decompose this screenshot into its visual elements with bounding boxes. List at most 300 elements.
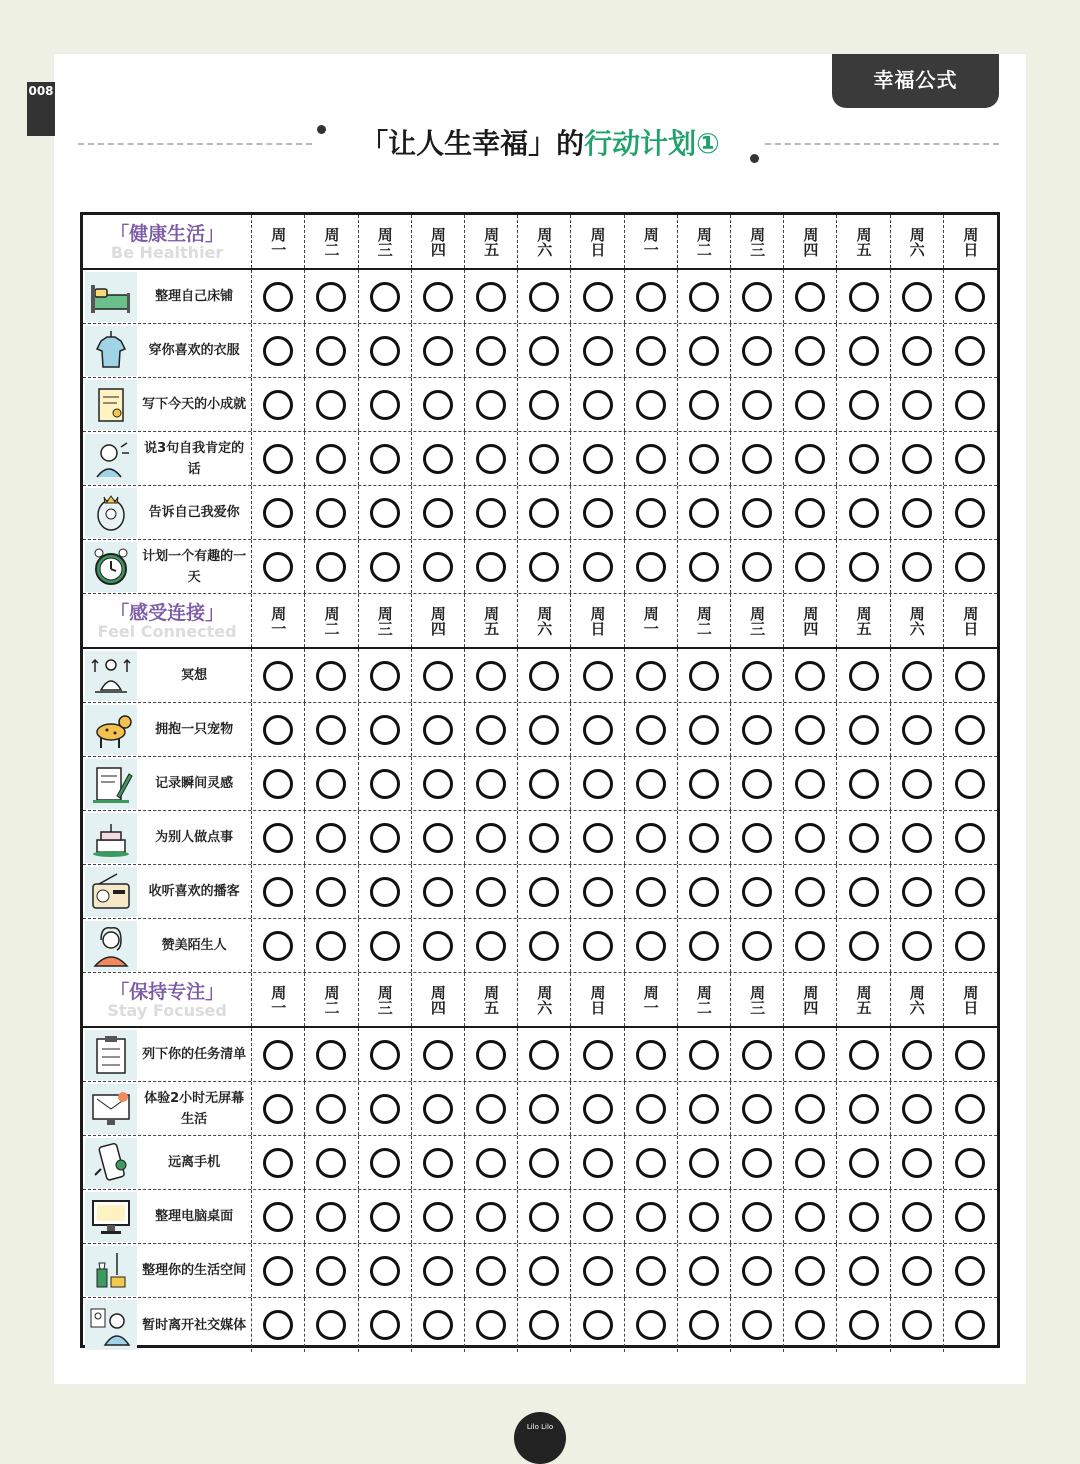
- check-circle[interactable]: [955, 498, 985, 528]
- check-circle[interactable]: [583, 552, 613, 582]
- check-circle[interactable]: [795, 1256, 825, 1286]
- check-circle[interactable]: [795, 931, 825, 961]
- check-circle[interactable]: [529, 1094, 559, 1124]
- check-circle[interactable]: [583, 390, 613, 420]
- check-circle[interactable]: [423, 931, 453, 961]
- check-circle[interactable]: [370, 1310, 400, 1340]
- check-circle[interactable]: [476, 931, 506, 961]
- checkbox-cell: [571, 865, 624, 918]
- check-circle[interactable]: [583, 1202, 613, 1232]
- check-circle[interactable]: [902, 823, 932, 853]
- check-circle[interactable]: [689, 1256, 719, 1286]
- check-circle[interactable]: [529, 1310, 559, 1340]
- check-circle[interactable]: [263, 390, 293, 420]
- task-label-cell: [83, 1028, 252, 1081]
- check-circle[interactable]: [423, 1256, 453, 1286]
- check-circle[interactable]: [476, 1202, 506, 1232]
- checkbox-cell: [625, 1298, 678, 1352]
- check-circle[interactable]: [902, 552, 932, 582]
- check-circle[interactable]: [795, 552, 825, 582]
- check-circle[interactable]: [583, 282, 613, 312]
- day-header-cell: [305, 215, 358, 268]
- check-circle[interactable]: [689, 1040, 719, 1070]
- check-circle[interactable]: [689, 1310, 719, 1340]
- check-circle[interactable]: [795, 1148, 825, 1178]
- check-circle[interactable]: [476, 1310, 506, 1340]
- check-circle[interactable]: [849, 336, 879, 366]
- check-circle[interactable]: [742, 498, 772, 528]
- check-circle[interactable]: [370, 1148, 400, 1178]
- check-circle[interactable]: [636, 1202, 666, 1232]
- check-circle[interactable]: [316, 661, 346, 691]
- day-header-cell: [837, 973, 890, 1026]
- check-circle[interactable]: [742, 931, 772, 961]
- check-circle[interactable]: [476, 390, 506, 420]
- checkbox-cell: [412, 811, 465, 864]
- check-circle[interactable]: [689, 1148, 719, 1178]
- check-circle[interactable]: [316, 823, 346, 853]
- check-circle[interactable]: [636, 336, 666, 366]
- check-circle[interactable]: [636, 931, 666, 961]
- check-circle[interactable]: [902, 498, 932, 528]
- check-circle[interactable]: [955, 661, 985, 691]
- check-circle[interactable]: [583, 498, 613, 528]
- day-label-text: 周六: [907, 605, 926, 636]
- check-circle[interactable]: [689, 661, 719, 691]
- check-circle[interactable]: [636, 769, 666, 799]
- day-header-cell: [252, 594, 305, 647]
- task-label: 赞美陌生人: [161, 938, 227, 953]
- check-circle[interactable]: [955, 1256, 985, 1286]
- check-circle[interactable]: [370, 552, 400, 582]
- check-circle[interactable]: [636, 552, 666, 582]
- checkbox-cell: [465, 919, 518, 972]
- check-circle[interactable]: [902, 1256, 932, 1286]
- check-circle[interactable]: [849, 1202, 879, 1232]
- check-circle[interactable]: [529, 1256, 559, 1286]
- check-circle[interactable]: [423, 1202, 453, 1232]
- check-circle[interactable]: [583, 1094, 613, 1124]
- check-circle[interactable]: [795, 498, 825, 528]
- check-circle[interactable]: [476, 661, 506, 691]
- check-circle[interactable]: [529, 1202, 559, 1232]
- task-label: 为别人做点事: [155, 830, 234, 845]
- check-circle[interactable]: [742, 1202, 772, 1232]
- check-circle[interactable]: [849, 769, 879, 799]
- check-circle[interactable]: [849, 444, 879, 474]
- check-circle[interactable]: [849, 1094, 879, 1124]
- check-circle[interactable]: [370, 823, 400, 853]
- check-circle[interactable]: [849, 390, 879, 420]
- check-circle[interactable]: [902, 1202, 932, 1232]
- check-circle[interactable]: [529, 1040, 559, 1070]
- day-label: [899, 606, 935, 636]
- check-circle[interactable]: [370, 661, 400, 691]
- check-circle[interactable]: [316, 1040, 346, 1070]
- checkbox-cell: [465, 1244, 518, 1297]
- check-circle[interactable]: [849, 282, 879, 312]
- section-title-cell: [83, 215, 252, 268]
- checkbox-cell: [305, 1136, 358, 1189]
- check-circle[interactable]: [529, 823, 559, 853]
- check-circle[interactable]: [955, 823, 985, 853]
- day-label-text: 周一: [269, 605, 288, 636]
- check-circle[interactable]: [316, 498, 346, 528]
- check-circle[interactable]: [955, 336, 985, 366]
- check-circle[interactable]: [476, 444, 506, 474]
- check-circle[interactable]: [316, 715, 346, 745]
- check-circle[interactable]: [476, 1148, 506, 1178]
- check-circle[interactable]: [902, 1148, 932, 1178]
- check-circle[interactable]: [742, 390, 772, 420]
- check-circle[interactable]: [636, 877, 666, 907]
- checkbox-cell: [625, 378, 678, 431]
- check-circle[interactable]: [476, 1094, 506, 1124]
- check-circle[interactable]: [636, 715, 666, 745]
- check-circle[interactable]: [636, 390, 666, 420]
- check-circle[interactable]: [263, 552, 293, 582]
- check-circle[interactable]: [263, 1094, 293, 1124]
- day-label: [686, 985, 722, 1015]
- check-circle[interactable]: [955, 552, 985, 582]
- check-circle[interactable]: [795, 769, 825, 799]
- check-circle[interactable]: [529, 715, 559, 745]
- check-circle[interactable]: [955, 282, 985, 312]
- check-circle[interactable]: [583, 1256, 613, 1286]
- check-circle[interactable]: [742, 877, 772, 907]
- checkbox-cell: [837, 270, 890, 323]
- check-circle[interactable]: [849, 552, 879, 582]
- check-circle[interactable]: [263, 444, 293, 474]
- check-circle[interactable]: [476, 877, 506, 907]
- day-header-cell: [252, 215, 305, 268]
- checkbox-cell: [412, 703, 465, 756]
- day-label: [792, 985, 828, 1015]
- check-circle[interactable]: [902, 769, 932, 799]
- check-circle[interactable]: [636, 498, 666, 528]
- checkbox-cell: [518, 1028, 571, 1081]
- check-circle[interactable]: [476, 282, 506, 312]
- check-circle[interactable]: [636, 444, 666, 474]
- check-circle[interactable]: [902, 661, 932, 691]
- check-circle[interactable]: [902, 336, 932, 366]
- checkbox-cell: [625, 432, 678, 485]
- check-circle[interactable]: [689, 282, 719, 312]
- day-label-text: 周日: [961, 984, 980, 1015]
- check-circle[interactable]: [476, 823, 506, 853]
- check-circle[interactable]: [370, 390, 400, 420]
- checkbox-cell: [678, 757, 731, 810]
- check-circle[interactable]: [316, 1148, 346, 1178]
- checkbox-cell: [305, 865, 358, 918]
- check-circle[interactable]: [795, 282, 825, 312]
- check-circle[interactable]: [689, 715, 719, 745]
- check-circle[interactable]: [689, 769, 719, 799]
- check-circle[interactable]: [423, 1310, 453, 1340]
- check-circle[interactable]: [795, 715, 825, 745]
- check-circle[interactable]: [370, 1256, 400, 1286]
- check-circle[interactable]: [583, 715, 613, 745]
- check-circle[interactable]: [263, 282, 293, 312]
- check-circle[interactable]: [849, 823, 879, 853]
- check-circle[interactable]: [955, 715, 985, 745]
- check-circle[interactable]: [795, 1040, 825, 1070]
- check-circle[interactable]: [742, 1094, 772, 1124]
- check-circle[interactable]: [423, 661, 453, 691]
- checkbox-cell: [678, 649, 731, 702]
- check-circle[interactable]: [742, 823, 772, 853]
- check-circle[interactable]: [795, 390, 825, 420]
- check-circle[interactable]: [955, 390, 985, 420]
- checkbox-cell: [891, 1082, 944, 1135]
- check-circle[interactable]: [263, 769, 293, 799]
- checkbox-cell: [252, 1082, 305, 1135]
- check-circle[interactable]: [263, 1310, 293, 1340]
- check-circle[interactable]: [955, 444, 985, 474]
- check-circle[interactable]: [636, 1256, 666, 1286]
- checkbox-cell: [305, 378, 358, 431]
- check-circle[interactable]: [742, 1148, 772, 1178]
- check-circle[interactable]: [689, 1202, 719, 1232]
- check-circle[interactable]: [849, 498, 879, 528]
- check-circle[interactable]: [902, 877, 932, 907]
- check-circle[interactable]: [689, 823, 719, 853]
- check-circle[interactable]: [795, 823, 825, 853]
- check-circle[interactable]: [902, 390, 932, 420]
- check-circle[interactable]: [902, 1040, 932, 1070]
- check-circle[interactable]: [316, 877, 346, 907]
- check-circle[interactable]: [742, 336, 772, 366]
- check-circle[interactable]: [370, 282, 400, 312]
- check-circle[interactable]: [583, 1148, 613, 1178]
- check-circle[interactable]: [476, 1256, 506, 1286]
- check-circle[interactable]: [636, 1310, 666, 1340]
- check-circle[interactable]: [849, 931, 879, 961]
- check-circle[interactable]: [263, 661, 293, 691]
- check-circle[interactable]: [529, 769, 559, 799]
- check-circle[interactable]: [742, 1040, 772, 1070]
- check-circle[interactable]: [955, 877, 985, 907]
- check-circle[interactable]: [583, 661, 613, 691]
- check-circle[interactable]: [316, 390, 346, 420]
- check-circle[interactable]: [689, 1094, 719, 1124]
- check-circle[interactable]: [263, 715, 293, 745]
- check-circle[interactable]: [742, 444, 772, 474]
- check-circle[interactable]: [955, 931, 985, 961]
- task-label-cell: [83, 324, 252, 377]
- check-circle[interactable]: [529, 552, 559, 582]
- check-circle[interactable]: [849, 1310, 879, 1340]
- check-circle[interactable]: [849, 715, 879, 745]
- check-circle[interactable]: [955, 1094, 985, 1124]
- check-circle[interactable]: [902, 1310, 932, 1340]
- check-circle[interactable]: [316, 1202, 346, 1232]
- check-circle[interactable]: [742, 1256, 772, 1286]
- check-circle[interactable]: [423, 715, 453, 745]
- check-circle[interactable]: [423, 282, 453, 312]
- check-circle[interactable]: [742, 661, 772, 691]
- check-circle[interactable]: [529, 1148, 559, 1178]
- check-circle[interactable]: [902, 715, 932, 745]
- checkbox-cell: [252, 919, 305, 972]
- check-circle[interactable]: [902, 444, 932, 474]
- check-circle[interactable]: [263, 877, 293, 907]
- check-circle[interactable]: [423, 877, 453, 907]
- check-circle[interactable]: [795, 1310, 825, 1340]
- check-circle[interactable]: [529, 390, 559, 420]
- check-circle[interactable]: [902, 931, 932, 961]
- day-header-cell: [891, 215, 944, 268]
- check-circle[interactable]: [476, 715, 506, 745]
- check-circle[interactable]: [370, 444, 400, 474]
- check-circle[interactable]: [902, 282, 932, 312]
- check-circle[interactable]: [423, 823, 453, 853]
- check-circle[interactable]: [795, 444, 825, 474]
- section-title-en: Be Healthier: [110, 242, 224, 262]
- check-circle[interactable]: [263, 498, 293, 528]
- check-circle[interactable]: [742, 1310, 772, 1340]
- check-circle[interactable]: [583, 336, 613, 366]
- check-circle[interactable]: [316, 336, 346, 366]
- check-circle[interactable]: [849, 1040, 879, 1070]
- checkbox-cell: [518, 1244, 571, 1297]
- check-circle[interactable]: [423, 336, 453, 366]
- check-circle[interactable]: [263, 931, 293, 961]
- check-circle[interactable]: [795, 877, 825, 907]
- check-circle[interactable]: [263, 1040, 293, 1070]
- check-circle[interactable]: [689, 444, 719, 474]
- check-circle[interactable]: [955, 1202, 985, 1232]
- check-circle[interactable]: [902, 1094, 932, 1124]
- check-circle[interactable]: [423, 552, 453, 582]
- check-circle[interactable]: [316, 769, 346, 799]
- check-circle[interactable]: [583, 444, 613, 474]
- check-circle[interactable]: [955, 1040, 985, 1070]
- check-circle[interactable]: [370, 498, 400, 528]
- checkbox-cell: [359, 919, 412, 972]
- check-circle[interactable]: [263, 336, 293, 366]
- check-circle[interactable]: [316, 1310, 346, 1340]
- check-circle[interactable]: [370, 931, 400, 961]
- check-circle[interactable]: [263, 1148, 293, 1178]
- check-circle[interactable]: [689, 931, 719, 961]
- check-circle[interactable]: [476, 498, 506, 528]
- check-circle[interactable]: [423, 498, 453, 528]
- checkbox-cell: [465, 1082, 518, 1135]
- check-circle[interactable]: [689, 552, 719, 582]
- check-circle[interactable]: [529, 282, 559, 312]
- section-title-cn: 「健康生活」: [110, 222, 225, 245]
- check-circle[interactable]: [370, 1094, 400, 1124]
- checkbox-cell: [625, 324, 678, 377]
- check-circle[interactable]: [263, 823, 293, 853]
- check-circle[interactable]: [316, 931, 346, 961]
- check-circle[interactable]: [583, 769, 613, 799]
- check-circle[interactable]: [316, 1094, 346, 1124]
- check-circle[interactable]: [689, 877, 719, 907]
- check-circle[interactable]: [370, 715, 400, 745]
- check-circle[interactable]: [742, 282, 772, 312]
- check-circle[interactable]: [263, 1256, 293, 1286]
- check-circle[interactable]: [423, 1148, 453, 1178]
- check-circle[interactable]: [955, 1148, 985, 1178]
- check-circle[interactable]: [742, 769, 772, 799]
- check-circle[interactable]: [583, 931, 613, 961]
- check-circle[interactable]: [423, 769, 453, 799]
- check-circle[interactable]: [636, 823, 666, 853]
- check-circle[interactable]: [370, 877, 400, 907]
- check-circle[interactable]: [370, 1202, 400, 1232]
- habit-tracker-grid: [80, 212, 1000, 1348]
- check-circle[interactable]: [795, 1094, 825, 1124]
- check-circle[interactable]: [849, 661, 879, 691]
- check-circle[interactable]: [316, 444, 346, 474]
- check-circle[interactable]: [529, 336, 559, 366]
- check-circle[interactable]: [476, 769, 506, 799]
- checkbox-cell: [678, 270, 731, 323]
- check-circle[interactable]: [423, 1094, 453, 1124]
- checkbox-cell: [837, 1028, 890, 1081]
- check-circle[interactable]: [849, 1148, 879, 1178]
- check-circle[interactable]: [849, 877, 879, 907]
- check-circle[interactable]: [370, 769, 400, 799]
- check-circle[interactable]: [795, 1202, 825, 1232]
- check-circle[interactable]: [583, 877, 613, 907]
- check-circle[interactable]: [955, 1310, 985, 1340]
- day-label: [260, 985, 296, 1015]
- check-circle[interactable]: [316, 282, 346, 312]
- check-circle[interactable]: [476, 1040, 506, 1070]
- check-circle[interactable]: [529, 877, 559, 907]
- check-circle[interactable]: [795, 661, 825, 691]
- check-circle[interactable]: [742, 715, 772, 745]
- check-circle[interactable]: [955, 769, 985, 799]
- check-circle[interactable]: [795, 336, 825, 366]
- check-circle[interactable]: [849, 1256, 879, 1286]
- check-circle[interactable]: [742, 552, 772, 582]
- checkbox-cell: [891, 811, 944, 864]
- check-circle[interactable]: [636, 282, 666, 312]
- check-circle[interactable]: [423, 390, 453, 420]
- check-circle[interactable]: [583, 1040, 613, 1070]
- check-circle[interactable]: [689, 336, 719, 366]
- check-circle[interactable]: [529, 498, 559, 528]
- check-circle[interactable]: [370, 1040, 400, 1070]
- check-circle[interactable]: [423, 1040, 453, 1070]
- check-circle[interactable]: [689, 498, 719, 528]
- check-circle[interactable]: [583, 1310, 613, 1340]
- check-circle[interactable]: [423, 444, 453, 474]
- check-circle[interactable]: [689, 390, 719, 420]
- check-circle[interactable]: [529, 444, 559, 474]
- check-circle[interactable]: [370, 336, 400, 366]
- check-circle[interactable]: [583, 823, 613, 853]
- check-circle[interactable]: [529, 931, 559, 961]
- check-circle[interactable]: [636, 1148, 666, 1178]
- checkbox-cell: [625, 1244, 678, 1297]
- check-circle[interactable]: [636, 661, 666, 691]
- checkbox-cell: [518, 432, 571, 485]
- check-circle[interactable]: [476, 336, 506, 366]
- check-circle[interactable]: [316, 1256, 346, 1286]
- check-circle[interactable]: [529, 661, 559, 691]
- check-circle[interactable]: [476, 552, 506, 582]
- check-circle[interactable]: [636, 1040, 666, 1070]
- task-row: [83, 378, 997, 432]
- check-circle[interactable]: [263, 1202, 293, 1232]
- check-circle[interactable]: [316, 552, 346, 582]
- check-circle[interactable]: [636, 1094, 666, 1124]
